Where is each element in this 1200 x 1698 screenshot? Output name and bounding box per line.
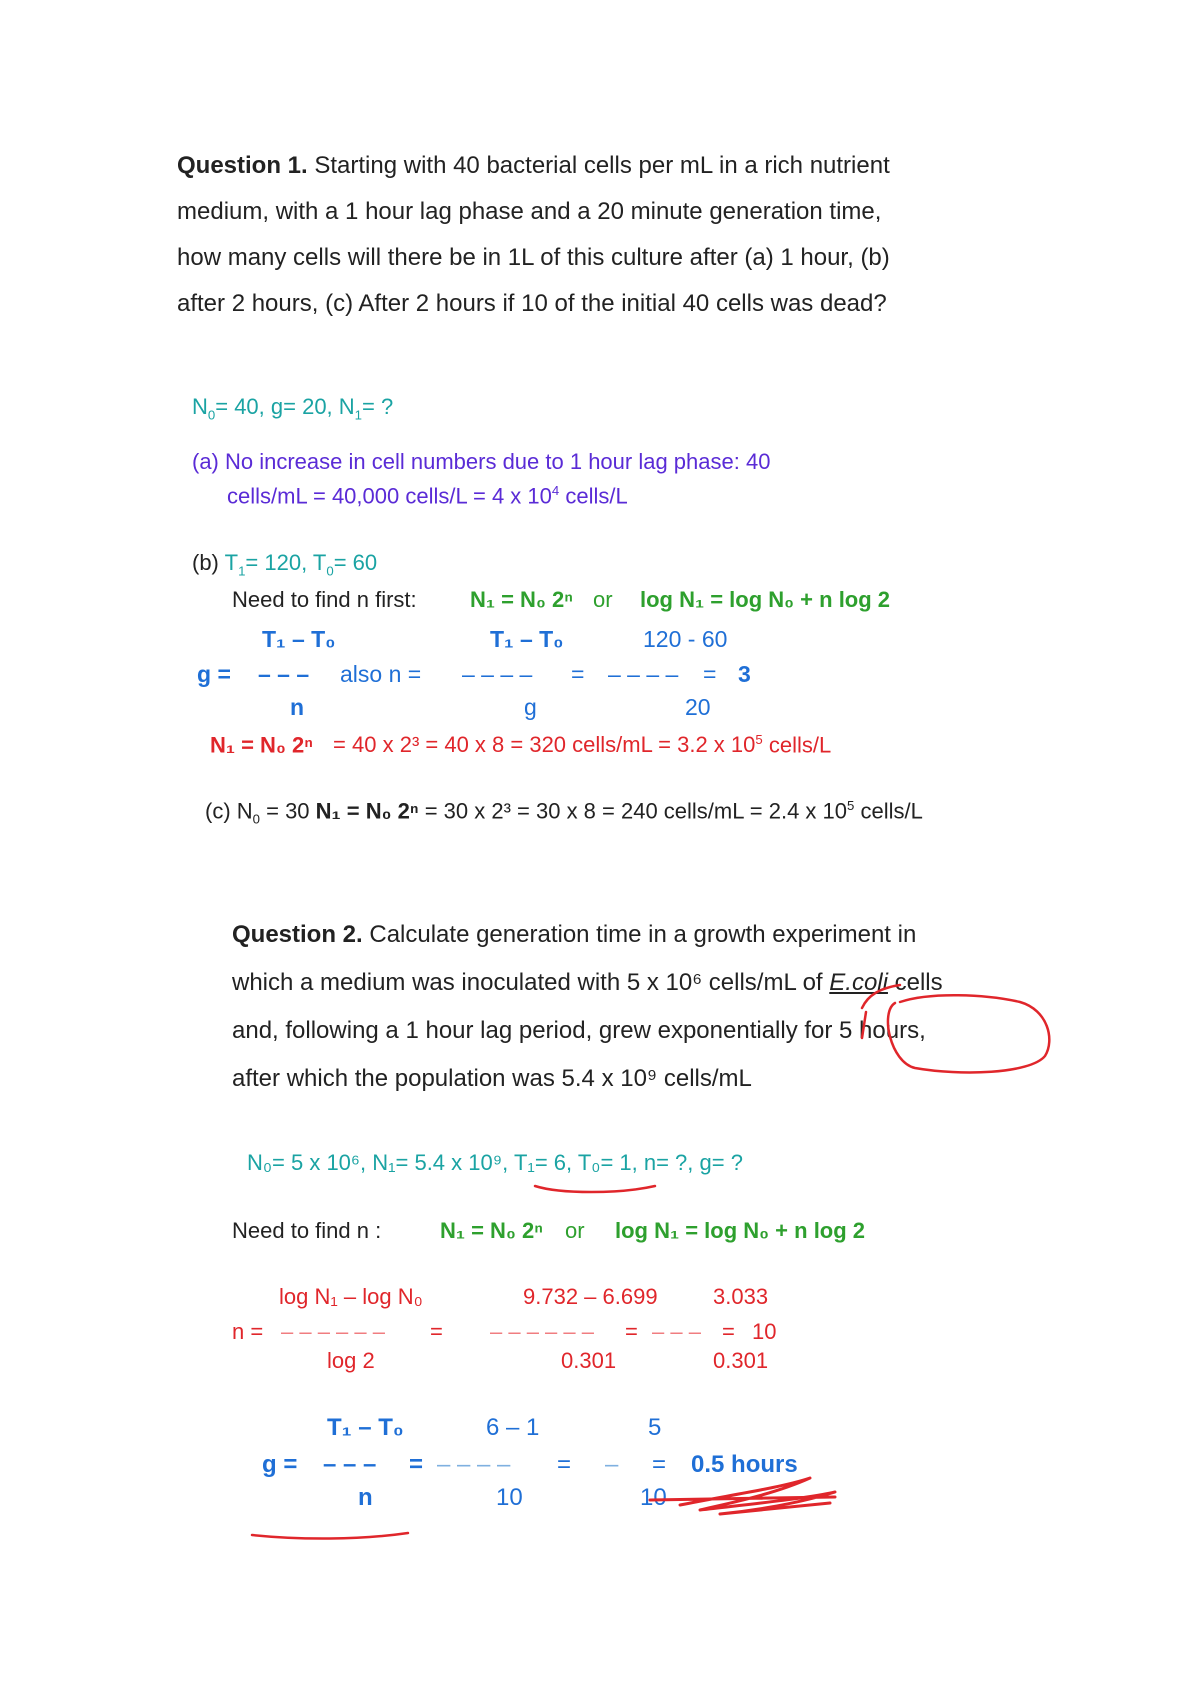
- q1-values-bar: – – – –: [608, 661, 679, 687]
- q1-line-3: how many cells will there be in 1L of this culture after (a) 1 hour, (b): [177, 244, 890, 271]
- q1-n-bar: – – – –: [462, 661, 533, 687]
- q2-text-1: Calculate generation time in a growth experiment in: [369, 921, 917, 948]
- q2-line-4: after which the population was 5.4 x 10⁹ cells/mL: [232, 1065, 752, 1092]
- q2-values-numerator: 9.732 – 6.699: [523, 1284, 658, 1309]
- q2-species: E.coli: [829, 969, 888, 996]
- q1-part-b-t1-sub: 1: [238, 563, 246, 579]
- q1-values-denominator: 20: [685, 694, 711, 720]
- q2-text-2: which a medium was inoculated with 5 x 10⁶ cells/mL of: [232, 969, 830, 996]
- q1-part-b-final: [210, 732, 831, 758]
- q2-values-denominator: 0.301: [561, 1348, 617, 1373]
- q1-g-bar: – – –: [258, 661, 310, 687]
- q2-values-bar: – – – – – –: [490, 1319, 594, 1344]
- q1-given-n1-val: = ?: [362, 394, 394, 419]
- q2-n-bar: – – – – – –: [281, 1319, 385, 1344]
- q1-line-4: after 2 hours, (c) After 2 hours if 10 of the initial 40 cells was dead?: [177, 290, 887, 317]
- q1-part-b-t0-sub: 0: [326, 563, 334, 579]
- q2-g-equals-2: =: [557, 1451, 572, 1478]
- q2-g-result-denominator: 10: [640, 1484, 667, 1511]
- q1-final-unit: cells/L: [762, 732, 832, 758]
- q2-n-numerator: log N₁ – log N₀: [279, 1284, 423, 1309]
- q1-part-c-value: = 30: [260, 798, 316, 824]
- q1-part-b-label: (b): [192, 550, 225, 575]
- q1-given: [192, 394, 393, 422]
- q1-equals-b: =: [703, 661, 717, 687]
- q2-result-denominator: 0.301: [713, 1348, 769, 1373]
- q1-part-c: [205, 798, 923, 827]
- q1-part-a-unit: cells/L: [559, 483, 628, 509]
- q2-need-find: Need to find n :: [232, 1218, 382, 1243]
- q2-n-denominator: log 2: [327, 1348, 375, 1373]
- q2-g-numerator: T₁ – T₀: [327, 1414, 404, 1441]
- q1-also-n: also n =: [340, 661, 422, 687]
- q2-line-2: [232, 960, 943, 1006]
- q2-g-values-denominator: 10: [496, 1484, 523, 1511]
- ink-underline-t-values: [535, 1186, 655, 1192]
- q1-part-b-given: [192, 550, 377, 578]
- q1-equation-2: log N₁ = log N₀ + n log 2: [640, 587, 891, 612]
- q1-part-c-sup: 5: [847, 798, 855, 813]
- q1-part-b-vals: = 120, T: [245, 550, 327, 575]
- q2-line-1: [232, 912, 916, 958]
- q1-part-a-text: cells/mL = 40,000 cells/L = 4 x 10: [227, 483, 552, 509]
- q2-given: N₀= 5 x 10⁶, N₁= 5.4 x 10⁹, T₁= 6, T₀= 1, n= ?, g= ?: [247, 1150, 743, 1175]
- q2-n-equals-1: =: [430, 1319, 443, 1344]
- ink-scribble: [650, 1478, 835, 1514]
- q1-g-lhs: g =: [197, 661, 231, 687]
- q1-equals-a: =: [571, 661, 585, 687]
- q1-part-c-equation: N₁ = N₀ 2ⁿ: [315, 798, 419, 824]
- q1-line-2: medium, with a 1 hour lag phase and a 20 minute generation time,: [177, 198, 882, 225]
- q1-values-numerator: 120 - 60: [643, 626, 728, 652]
- q1-part-a-line-2: [227, 483, 628, 509]
- q1-part-a-line-1: (a) No increase in cell numbers due to 1 hour lag phase: 40: [192, 449, 771, 474]
- q2-g-equals-1: =: [409, 1451, 424, 1478]
- q2-line-3: and, following a 1 hour lag period, grew exponentially for 5 hours,: [232, 1017, 926, 1044]
- q2-g-result: 0.5 hours: [691, 1451, 798, 1478]
- q1-n-denominator: g: [524, 694, 537, 720]
- q2-n-equals-3: =: [722, 1319, 735, 1344]
- q1-g-numerator: T₁ – T₀: [262, 626, 336, 652]
- q1-text-1: Starting with 40 bacterial cells per mL in a rich nutrient: [314, 152, 890, 179]
- q2-g-result-numerator: 5: [648, 1414, 662, 1441]
- q2-g-denominator: n: [358, 1484, 373, 1511]
- q1-part-c-unit: cells/L: [854, 798, 923, 824]
- q2-species-after: cells: [887, 969, 943, 996]
- q2-g-values-numerator: 6 – 1: [486, 1414, 540, 1441]
- q1-given-vals: = 40, g= 20, N: [215, 394, 355, 419]
- q2-result-bar: – – –: [652, 1319, 701, 1344]
- q1-n-result: 3: [738, 661, 751, 687]
- q2-g-result-bar: –: [605, 1451, 619, 1478]
- q2-equation-2: log N₁ = log N₀ + n log 2: [615, 1218, 866, 1243]
- q1-given-n0-sub: 0: [207, 407, 216, 423]
- q2-equation-1: N₁ = N₀ 2ⁿ: [440, 1218, 543, 1243]
- q2-g-lhs: g =: [262, 1451, 298, 1478]
- q2-n-equals-2: =: [625, 1319, 638, 1344]
- q1-line-1: [177, 143, 890, 189]
- q1-need-find: Need to find n first:: [232, 587, 417, 612]
- q1-given-n: N: [192, 394, 208, 419]
- q1-part-b-t: T: [224, 550, 239, 575]
- q1-label: Question 1.: [177, 152, 308, 179]
- q2-n-result: 10: [752, 1319, 777, 1344]
- q1-n-numerator: T₁ – T₀: [490, 626, 564, 652]
- q2-g-bar: – – –: [323, 1451, 377, 1478]
- q1-final-values: = 40 x 2³ = 40 x 8 = 320 cells/mL = 3.2 x 10: [333, 732, 756, 758]
- q1-part-c-label: (c) N: [205, 798, 253, 824]
- q1-g-denominator: n: [290, 694, 305, 720]
- q1-part-c-values: = 30 x 2³ = 30 x 8 = 240 cells/mL = 2.4 x 10: [418, 798, 848, 824]
- q1-part-b-t0-val: = 60: [333, 550, 378, 575]
- q2-g-values-bar: – – – –: [437, 1451, 511, 1478]
- q1-or: or: [593, 587, 613, 612]
- q1-equation-1: N₁ = N₀ 2ⁿ: [470, 587, 573, 612]
- q2-n-lhs: n =: [232, 1319, 264, 1344]
- q2-label: Question 2.: [232, 921, 363, 948]
- q2-or: or: [565, 1218, 585, 1243]
- q2-g-equals-3: =: [652, 1451, 667, 1478]
- ink-underline-g: [252, 1533, 408, 1539]
- q1-part-c-sub: 0: [252, 811, 260, 827]
- q1-final-equation: N₁ = N₀ 2ⁿ: [210, 732, 313, 758]
- q1-given-n1-sub: 1: [354, 407, 363, 423]
- q2-result-numerator: 3.033: [713, 1284, 769, 1309]
- q1-part-a-sup: 4: [551, 483, 560, 498]
- q1-final-sup: 5: [755, 732, 763, 747]
